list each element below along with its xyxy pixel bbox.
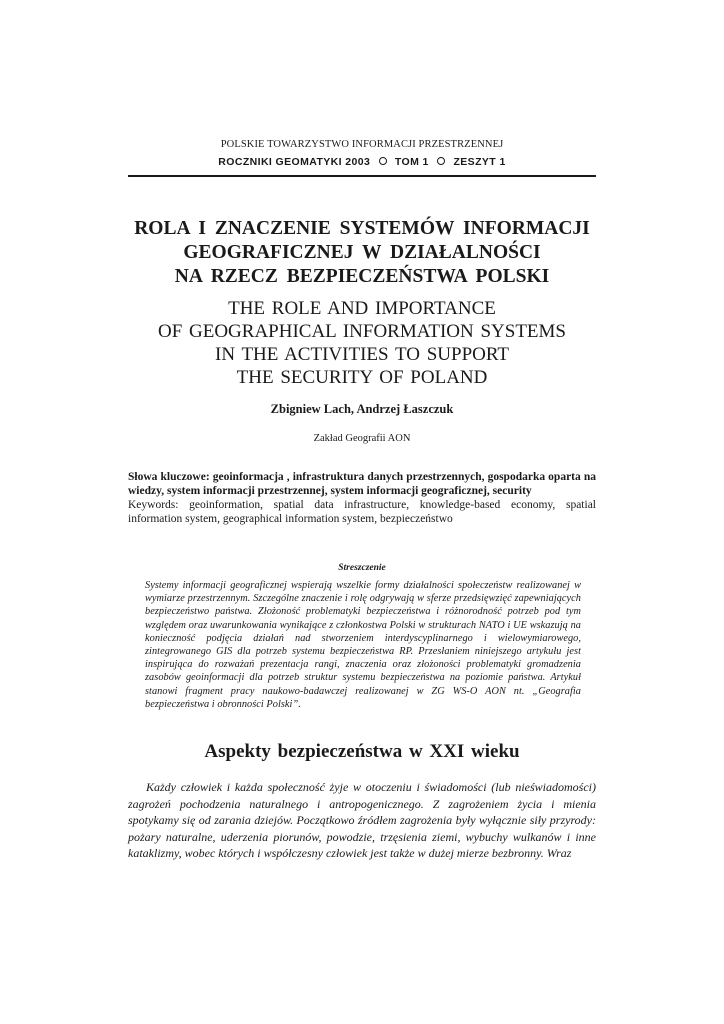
title-english-line: THE SECURITY OF POLAND	[236, 367, 488, 388]
authors: Zbigniew Lach, Andrzej Łaszczuk	[270, 402, 454, 416]
title-english-line: THE ROLE AND IMPORTANCE	[228, 298, 496, 319]
journal-line	[128, 154, 596, 170]
keywords-polish: Słowa kluczowe: geoinformacja , infrastruktura danych przestrzennych, gospodarka oparta na wiedzy, system informacji przestrzennej, system informacji geograficznej, security	[128, 471, 596, 497]
circle-bullet-icon	[437, 157, 445, 165]
keywords-block	[128, 470, 596, 526]
keywords-english: Keywords: geoinformation, spatial data infrastructure, knowledge-based economy, spatial information system, geographical information system, bezpieczeństwo	[128, 499, 596, 525]
abstract-text: Systemy informacji geograficznej wspierają wszelkie formy działalności społeczeństw realizowanej w wymiarze przestrzennym. Szczególne znaczenie i rolę odgrywają w sferze przedsięwzięć zapewniających bezpieczeństwo państwa. Złożoność problematyki bezpieczeństwa i różnorodność potrzeb pod tym względem oraz uwarunkowania wynikające z członkostwa Polski w strukturach NATO i UE wskazują na konieczność podjęcia działań nad stworzeniem interdyscyplinarnego i wielowymiarowego, zintegrowanego GIS dla potrzeb systemu bezpieczeństwa RP. Przesłaniem niniejszego artykułu jest inspirująca do rozważań prezentacja rangi, znaczenia oraz złożoności problematyki gromadzenia zasobów geoinformacji dla potrzeb struktur systemu bezpieczeństwa na poziomie państwa. Artykuł stanowi fragment pracy naukowo-badawczej realizowanej w ZG WS-O AON nt. „Geografia bezpieczeństwa i obronności Polski”.	[145, 580, 581, 710]
title-english-line: IN THE ACTIVITIES TO SUPPORT	[215, 344, 509, 365]
journal-issue: ZESZYT 1	[453, 156, 506, 168]
affiliation: Zakład Geografii AON	[313, 433, 411, 444]
title-english	[110, 297, 614, 389]
body-paragraph: Każdy człowiek i każda społeczność żyje w otoczeniu i świadomości (lub nieświadomości) zagrożeń pochodzenia naturalnego i antropogenicznego. Z zagrożeniem życia i mienia spotykamy się od zarania dziejów. Początkowo źródłem zagrożenia były wyłącznie siły przyrody: pożary naturalne, uderzenia piorunów, powodzie, trzęsienia ziemi, wybuchy wulkanów i inne kataklizmy, wobec których i współczesny człowiek jest także w dużej mierze bezbronny. Wraz	[128, 780, 596, 860]
journal-volume: TOM 1	[394, 156, 429, 168]
title-polish-line: NA RZECZ BEZPIECZEŃSTWA POLSKI	[174, 266, 550, 287]
section-title: Aspekty bezpieczeństwa w XXI wieku	[204, 741, 520, 762]
circle-bullet-icon	[379, 157, 387, 165]
header-rule	[128, 175, 596, 177]
title-polish-line: GEOGRAFICZNEJ W DZIAŁALNOŚCI	[183, 242, 541, 263]
abstract-heading: Streszczenie	[338, 563, 386, 573]
title-polish	[110, 217, 614, 289]
title-polish-line: ROLA I ZNACZENIE SYSTEMÓW INFORMACJI	[134, 218, 590, 239]
journal-name: ROCZNIKI GEOMATYKI 2003	[218, 156, 371, 168]
title-english-line: OF GEOGRAPHICAL INFORMATION SYSTEMS	[157, 321, 567, 342]
society-name: POLSKIE TOWARZYSTWO INFORMACJI PRZESTRZENNEJ	[220, 139, 504, 150]
journal-header	[128, 138, 596, 170]
